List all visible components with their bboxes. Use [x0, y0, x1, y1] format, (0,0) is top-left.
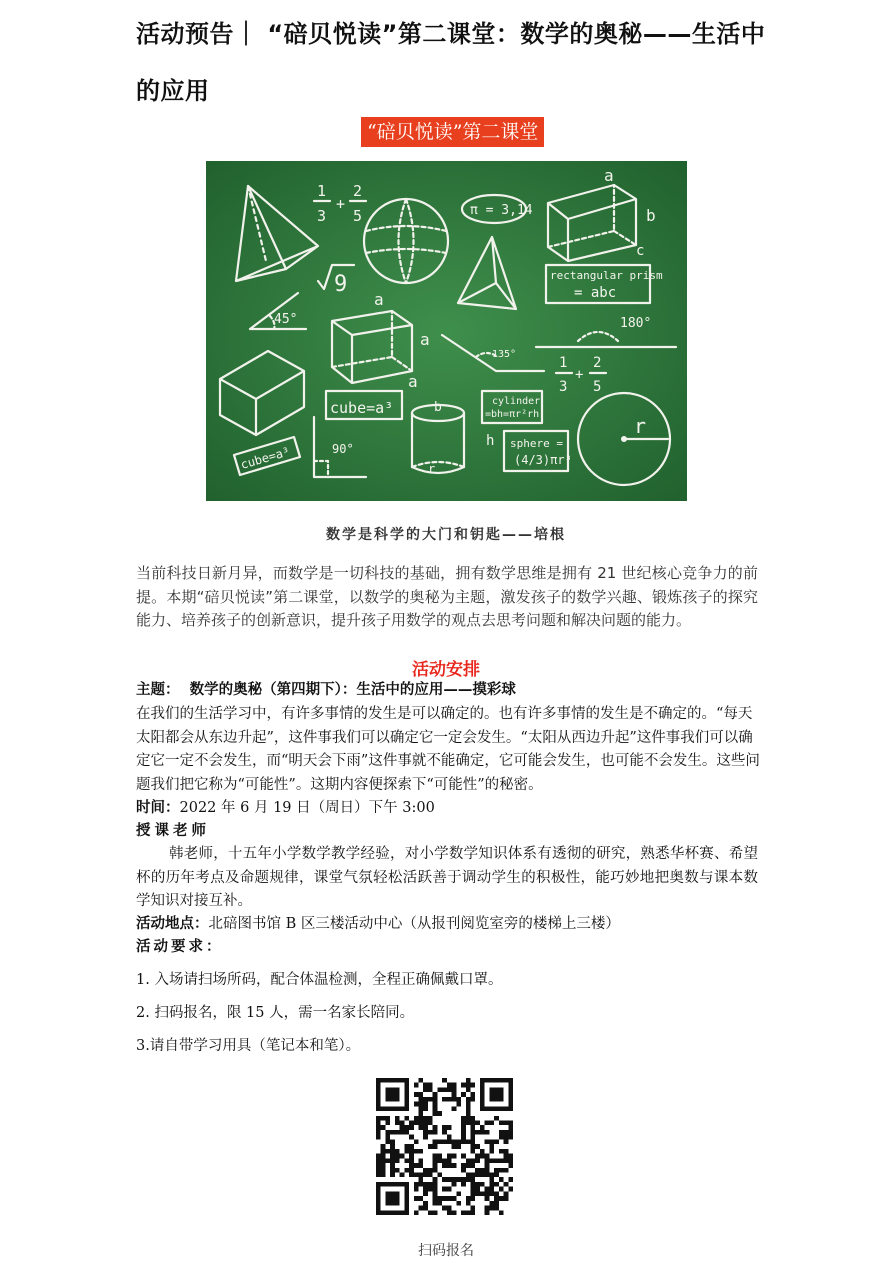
schedule-body: 在我们的生活学习中，有许多事情的发生是可以确定的。也有许多事情的发生是不确定的。“每天太阳都会从东边升起”，这件事我们可以确定它一定会发生。“太阳从西边升起”这件事我们可以确定它一定不会发生，而“明天会下雨”这件事就不能确定，它可能会发生，也可能不会发生。这些问题我们把它称为“可能性”。这期内容便探索下“可能性”的秘密。 [136, 706, 760, 793]
svg-text:5: 5 [353, 207, 363, 225]
svg-text:sphere =: sphere = [510, 437, 563, 450]
qr-caption: 扫码报名 [418, 1243, 474, 1259]
svg-text:9: 9 [334, 272, 348, 297]
svg-text:cube=a³: cube=a³ [330, 399, 394, 417]
location-value: 北碚图书馆 B 区三楼活动中心（从报刊阅览室旁的楼梯上三楼） [208, 916, 620, 932]
svg-text:cube=a³: cube=a³ [238, 444, 292, 472]
time-label: 时间： [136, 800, 180, 816]
svg-text:180°: 180° [620, 316, 652, 331]
time-line [136, 797, 766, 819]
theme-line [136, 679, 766, 701]
intro-paragraph: 当前科技日新月异，而数学是一切科技的基础，拥有数学思维是拥有 21 世纪核心竞争力的前提。本期“碚贝悦读”第二课堂，以数学的奥秘为主题，激发孩子的数学兴趣、锻炼孩子的探究能力、培养孩子的创新意识，提升孩子用数学的观点去思考问题和解决问题的能力。 [136, 564, 758, 629]
svg-text:(4/3)πr³: (4/3)πr³ [514, 453, 572, 467]
svg-text:b: b [646, 206, 656, 225]
svg-text:3: 3 [317, 207, 327, 225]
chalkboard-image [206, 161, 687, 501]
svg-text:a: a [420, 330, 430, 349]
svg-text:135°: 135° [492, 349, 517, 360]
svg-text:b: b [434, 400, 442, 415]
svg-text:2: 2 [353, 182, 363, 200]
article-title: 活动预告｜ “碚贝悦读”第二课堂：数学的奥秘——生活中的应用 [136, 20, 766, 105]
svg-text:+: + [575, 367, 584, 383]
time-value: 2022 年 6 月 19 日（周日）下午 3:00 [179, 800, 435, 816]
schedule-heading: 活动安排 [412, 660, 480, 680]
svg-text:h: h [486, 433, 495, 449]
location-label: 活动地点： [136, 916, 209, 932]
qr-code[interactable] [376, 1078, 513, 1215]
teacher-body: 韩老师，十五年小学数学教学经验，对小学数学知识体系有透彻的研究，熟悉华杯赛、希望杯的历年考点及命题规律，课堂气氛轻松活跃善于调动学生的积极性，能巧妙地把奥数与课本数学知识对接互补。 [136, 846, 758, 909]
requirements-heading: 活动要求： [136, 939, 224, 955]
svg-text:a: a [408, 372, 418, 391]
requirement-item: 2. 扫码报名，限 15 人，需一名家长陪同。 [136, 1005, 415, 1021]
svg-text:a: a [604, 166, 614, 185]
svg-text:a: a [374, 290, 384, 309]
svg-text:5: 5 [593, 379, 602, 395]
location-line [136, 913, 766, 935]
svg-text:1: 1 [317, 182, 327, 200]
svg-text:=bh=πr²rh: =bh=πr²rh [485, 409, 540, 420]
theme-label: 主题： [136, 682, 180, 698]
svg-text:r: r [428, 462, 436, 476]
svg-text:45°: 45° [274, 312, 298, 327]
svg-text:1: 1 [559, 355, 568, 371]
svg-text:3: 3 [559, 379, 568, 395]
svg-text:90°: 90° [332, 442, 354, 456]
svg-text:c: c [636, 243, 645, 259]
svg-text:π = 3,14: π = 3,14 [470, 203, 533, 218]
requirement-item: 3.请自带学习用具（笔记本和笔）。 [136, 1038, 361, 1054]
theme-value: 数学的奥秘（第四期下）：生活中的应用——摸彩球 [189, 682, 516, 698]
image-caption: 数学是科学的大门和钥匙——培根 [326, 527, 566, 543]
svg-text:cylinder: cylinder [492, 396, 541, 407]
requirement-item: 1. 入场请扫场所码，配合体温检测，全程正确佩戴口罩。 [136, 972, 503, 988]
svg-text:= abc: = abc [574, 285, 617, 301]
svg-text:r: r [634, 414, 647, 438]
section-banner: “碚贝悦读”第二课堂 [361, 117, 544, 147]
svg-text:+: + [336, 195, 346, 213]
teacher-heading: 授课老师 [136, 823, 210, 839]
svg-text:2: 2 [593, 355, 602, 371]
svg-text:rectangular prism: rectangular prism [550, 269, 663, 282]
